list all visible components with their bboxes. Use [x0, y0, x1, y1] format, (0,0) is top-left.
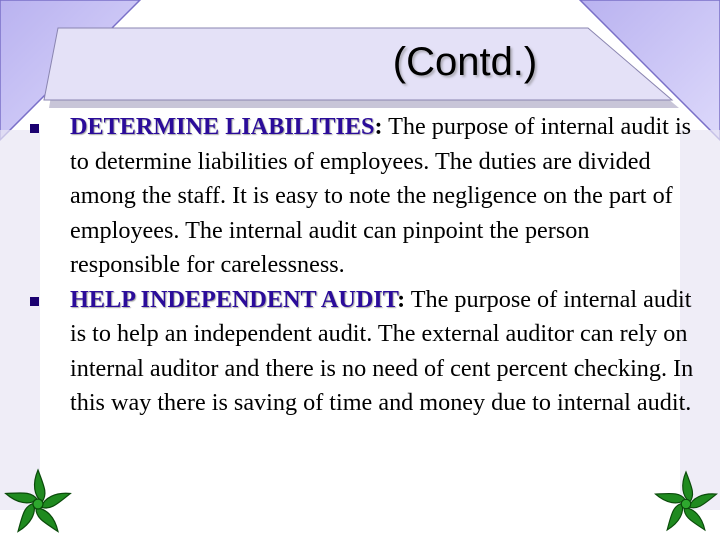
- bullet-square-icon: [30, 124, 39, 133]
- bullet-item-determine-liabilities: [30, 110, 700, 283]
- bullet-term: DETERMINE LIABILITIES: [70, 113, 375, 140]
- slide-title: (Contd.): [392, 40, 538, 84]
- bullet-list: [30, 110, 700, 421]
- green-star-leaf-icon: [2, 468, 74, 540]
- bullet-item-help-independent-audit: [30, 283, 700, 421]
- bullet-text: The purpose of internal audit is to help an independent audit. The external auditor can rely on internal auditor and there is no need of cent percent checking. In this way there is saving of time and money due to internal audit.: [70, 285, 694, 416]
- green-star-leaf-icon: [652, 470, 720, 538]
- bullet-separator: :: [397, 285, 406, 313]
- bullet-term: HELP INDEPENDENT AUDIT: [70, 285, 398, 313]
- bullet-square-icon: [30, 297, 39, 306]
- bullet-text: The purpose of internal audit is to determine liabilities of employees. The duties are divided among the staff. It is easy to note the negligence on the part of employees. The internal audit can pinpoint the person responsible for carelessness.: [70, 113, 692, 278]
- bullet-separator: :: [374, 113, 383, 140]
